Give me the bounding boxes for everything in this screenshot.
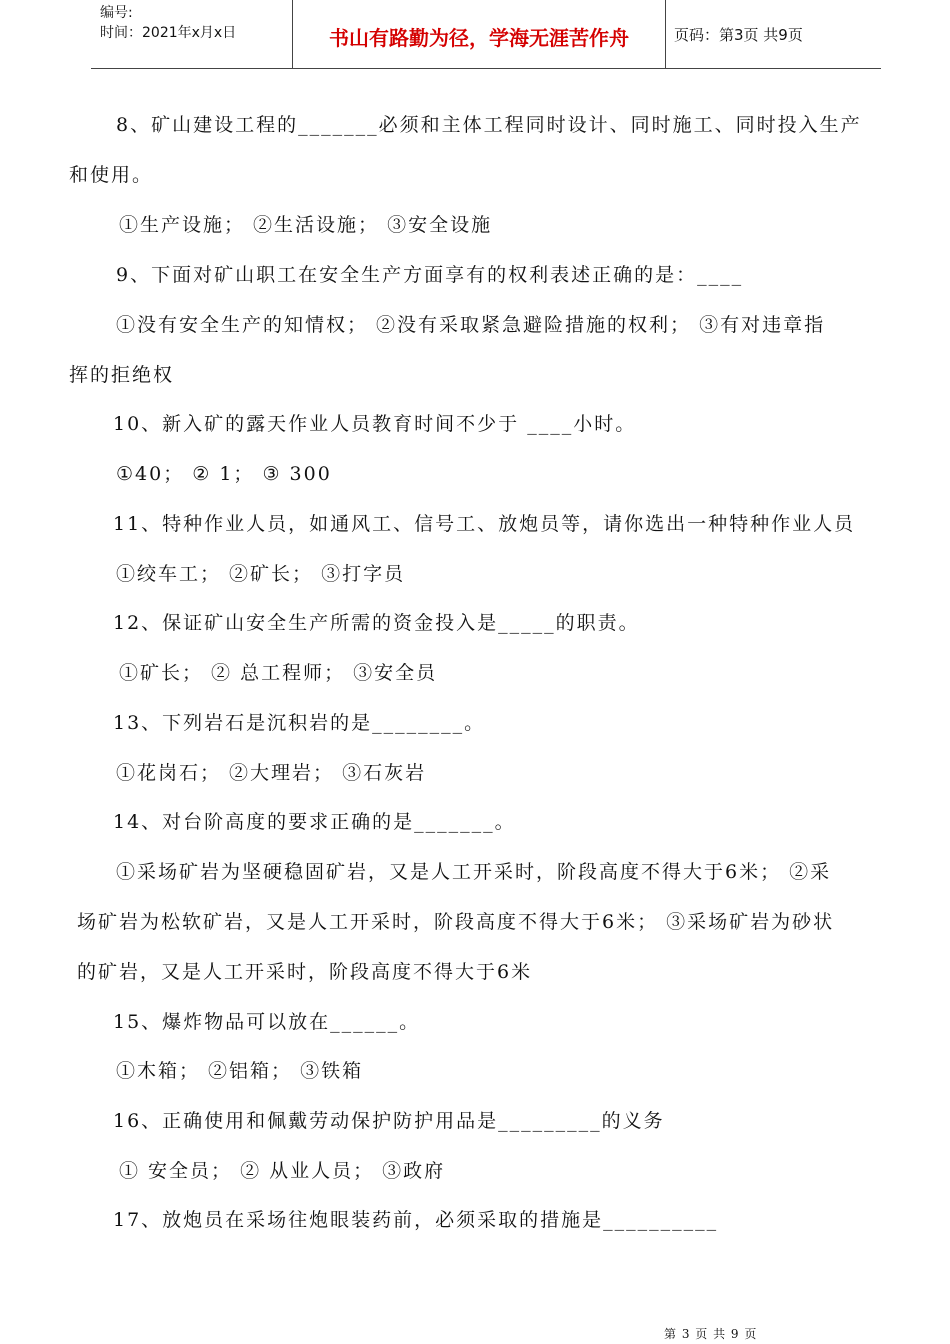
question-8-continued: 和使用。 xyxy=(69,164,154,186)
page-header xyxy=(91,0,881,69)
question-16: 16、正确使用和佩戴劳动保护防护用品是_________的义务 xyxy=(113,1110,665,1132)
question-12-options: ①矿长； ② 总工程师； ③安全员 xyxy=(119,662,438,684)
question-10: 10、新入矿的露天作业人员教育时间不少于 ____小时。 xyxy=(113,413,637,435)
question-14-options-line-3: 的矿岩，又是人工开采时，阶段高度不得大于6米 xyxy=(77,961,533,983)
question-12: 12、保证矿山安全生产所需的资金投入是_____的职责。 xyxy=(113,612,640,634)
header-motto-cell xyxy=(292,0,666,68)
question-14-options: ①采场矿岩为坚硬稳固矿岩，又是人工开采时，阶段高度不得大于6米； ②采 xyxy=(116,861,832,883)
question-9-options-continued: 挥的拒绝权 xyxy=(69,364,175,386)
question-17: 17、放炮员在采场往炮眼装药前，必须采取的措施是__________ xyxy=(113,1209,719,1231)
time-label: 时间：2021年x月x日 xyxy=(100,25,237,41)
question-11-options: ①绞车工； ②矿长； ③打字员 xyxy=(116,563,406,585)
question-14: 14、对台阶高度的要求正确的是_______。 xyxy=(113,811,516,833)
serial-label: 编号: xyxy=(100,5,133,21)
question-15-options: ①木箱； ②铝箱； ③铁箱 xyxy=(116,1060,364,1082)
question-11: 11、特种作业人员，如通风工、信号工、放炮员等，请你选出一种特种作业人员 xyxy=(113,513,856,535)
question-9: 9、下面对矿山职工在安全生产方面享有的权利表述正确的是：____ xyxy=(116,264,744,286)
page-footer: 第 3 页 共 9 页 xyxy=(664,1327,758,1341)
motto: 书山有路勤为径，学海无涯苦作舟 xyxy=(329,26,629,50)
question-8: 8、矿山建设工程的_______必须和主体工程同时设计、同时施工、同时投入生产 xyxy=(116,114,862,136)
question-13: 13、下列岩石是沉积岩的是________。 xyxy=(113,712,486,734)
page-info: 页码：第3页 共9页 xyxy=(674,26,803,44)
question-9-options: ①没有安全生产的知情权； ②没有采取紧急避险措施的权利； ③有对违章指 xyxy=(116,314,826,336)
question-14-options-line-2: 场矿岩为松软矿岩，又是人工开采时，阶段高度不得大于6米； ③采场矿岩为砂状 xyxy=(77,911,835,933)
question-16-options: ① 安全员； ② 从业人员； ③政府 xyxy=(119,1160,446,1182)
question-8-options: ①生产设施； ②生活设施； ③安全设施 xyxy=(119,214,493,236)
question-13-options: ①花岗石； ②大理岩； ③石灰岩 xyxy=(116,762,427,784)
question-15: 15、爆炸物品可以放在______。 xyxy=(113,1011,421,1033)
header-meta-cell xyxy=(91,0,292,68)
header-page-cell xyxy=(665,0,881,68)
question-10-options: ①40； ② 1； ③ 300 xyxy=(116,463,332,485)
